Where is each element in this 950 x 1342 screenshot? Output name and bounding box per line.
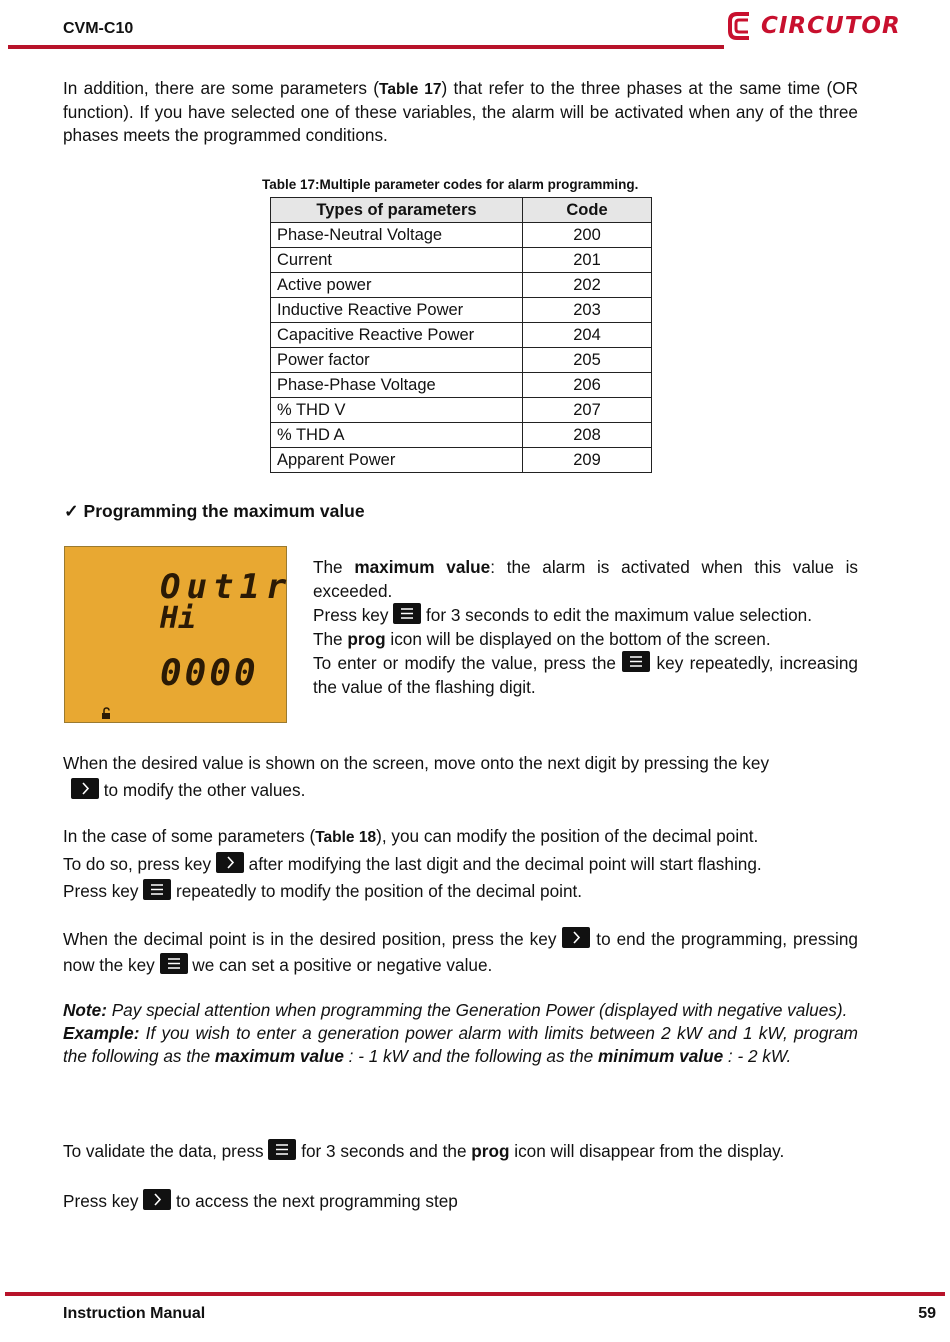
text: When the desired value is shown on the screen, move onto the next digit by pressing the key — [63, 753, 770, 773]
text: key repeatedly, increasing the value of the flashing digit. — [313, 653, 858, 697]
maximum-value-description — [313, 555, 858, 699]
section-title: Programming the maximum value — [83, 501, 365, 521]
table-row — [271, 248, 652, 273]
menu-key-icon — [143, 879, 171, 900]
parameter-type-cell: Inductive Reactive Power — [271, 298, 523, 323]
access-paragraph — [63, 1189, 858, 1213]
lcd-line-3: 0000 — [160, 653, 259, 694]
text: icon will be displayed on the bottom of the screen. — [385, 629, 771, 649]
bold-text: maximum value — [354, 557, 491, 577]
lcd-line-2: Hi — [160, 601, 197, 636]
footer-rule — [5, 1292, 945, 1296]
lcd-line-1: Out1r — [160, 567, 293, 607]
text: repeatedly to modify the position of the decimal point. — [171, 881, 583, 901]
header-rule — [8, 45, 724, 49]
menu-key-icon — [160, 953, 188, 974]
note-label: Note: — [63, 1000, 107, 1020]
right-key-icon — [71, 778, 99, 799]
table-row — [271, 373, 652, 398]
code-cell: 209 — [523, 448, 652, 473]
text: Press key — [313, 605, 394, 625]
table-18-ref: Table 18 — [315, 829, 377, 846]
table-row — [271, 323, 652, 348]
table-row — [271, 348, 652, 373]
table-17-ref: Table 17 — [379, 81, 442, 98]
parameter-type-cell: Phase-Phase Voltage — [271, 373, 523, 398]
table-row — [271, 223, 652, 248]
code-cell: 207 — [523, 398, 652, 423]
table-17 — [270, 197, 652, 473]
table-row — [271, 273, 652, 298]
note-paragraph — [63, 999, 858, 1068]
text: If you wish to enter a generation power alarm with limits between 2 kW and 1 kW, program the following as the — [63, 1023, 858, 1066]
text: to modify the other values. — [99, 780, 306, 800]
text: for 3 seconds to edit the maximum value selection. — [421, 605, 812, 625]
document-header-title: CVM-C10 — [63, 20, 134, 37]
parameter-type-cell: Current — [271, 248, 523, 273]
table-row — [271, 423, 652, 448]
circutor-logo-icon — [727, 10, 757, 42]
text: In the case of some parameters ( — [63, 826, 316, 846]
code-cell: 201 — [523, 248, 652, 273]
right-key-icon — [562, 927, 590, 948]
bold-text: prog — [347, 629, 386, 649]
code-cell: 203 — [523, 298, 652, 323]
validate-paragraph — [63, 1139, 858, 1163]
checkmark-icon: ✓ — [64, 501, 79, 521]
column-header: Types of parameters — [271, 198, 523, 223]
right-key-icon — [143, 1189, 171, 1210]
bold-text: minimum value — [598, 1046, 724, 1066]
code-cell: 208 — [523, 423, 652, 448]
section-heading — [64, 501, 365, 522]
intro-text: In addition, there are some parameters ( — [63, 78, 380, 98]
text: : the alarm is activated when this value is exceeded. — [313, 557, 858, 601]
menu-key-icon — [393, 603, 421, 624]
intro-paragraph — [63, 77, 858, 147]
text: to end the programming, pressing now the key — [63, 929, 858, 975]
code-cell: 204 — [523, 323, 652, 348]
parameter-type-cell: Apparent Power — [271, 448, 523, 473]
menu-key-icon — [268, 1139, 296, 1160]
text: Press key — [63, 881, 144, 901]
text: : - 2 kW. — [723, 1046, 792, 1066]
text: for 3 seconds and the — [296, 1141, 472, 1161]
logo-text: CIRCUTOR — [761, 13, 901, 39]
table-row — [271, 448, 652, 473]
decimal-point-paragraph — [63, 823, 858, 905]
code-cell: 202 — [523, 273, 652, 298]
circutor-logo — [727, 8, 901, 44]
parameter-type-cell: Phase-Neutral Voltage — [271, 223, 523, 248]
next-digit-paragraph — [63, 750, 858, 804]
text: To do so, press key — [63, 854, 216, 874]
text: When the decimal point is in the desired position, press the key — [63, 929, 563, 949]
table-17-caption: Table 17:Multiple parameter codes for alarm programming. — [262, 177, 639, 192]
table-row — [271, 398, 652, 423]
text: Pay special attention when programming the Generation Power (displayed with negative values). — [106, 1000, 848, 1020]
column-header: Code — [523, 198, 652, 223]
text: Press key — [63, 1191, 144, 1211]
bold-text: prog — [471, 1141, 510, 1161]
code-cell: 200 — [523, 223, 652, 248]
text: ), you can modify the position of the decimal point. — [376, 826, 759, 846]
text: after modifying the last digit and the decimal point will start flashing. — [243, 854, 762, 874]
parameter-type-cell: Active power — [271, 273, 523, 298]
code-cell: 205 — [523, 348, 652, 373]
right-key-icon — [216, 852, 244, 873]
parameter-type-cell: % THD V — [271, 398, 523, 423]
text: The — [313, 629, 348, 649]
text: : - 1 kW and the following as the — [343, 1046, 599, 1066]
code-cell: 206 — [523, 373, 652, 398]
parameter-type-cell: Capacitive Reactive Power — [271, 323, 523, 348]
text: To enter or modify the value, press the — [313, 653, 623, 673]
end-programming-paragraph — [63, 926, 858, 978]
parameter-type-cell: Power factor — [271, 348, 523, 373]
table-header-row — [271, 198, 652, 223]
intro-text: ) that refer to the three phases at the same time (OR function). If you have selected one of these variables, the alarm will be activated when any of the three phases meets the programmed conditions. — [63, 78, 858, 145]
menu-key-icon — [622, 651, 650, 672]
text: icon will disappear from the display. — [509, 1141, 785, 1161]
text: to access the next programming step — [171, 1191, 458, 1211]
table-row — [271, 298, 652, 323]
example-label: Example: — [63, 1023, 140, 1043]
bold-text: maximum value — [214, 1046, 344, 1066]
text: The — [313, 557, 355, 577]
page-number: 59 — [918, 1305, 936, 1322]
lock-icon — [101, 707, 113, 720]
text: we can set a positive or negative value. — [187, 955, 493, 975]
footer-manual-label: Instruction Manual — [63, 1305, 206, 1322]
lcd-display — [64, 546, 293, 723]
parameter-type-cell: % THD A — [271, 423, 523, 448]
text: To validate the data, press — [63, 1141, 269, 1161]
